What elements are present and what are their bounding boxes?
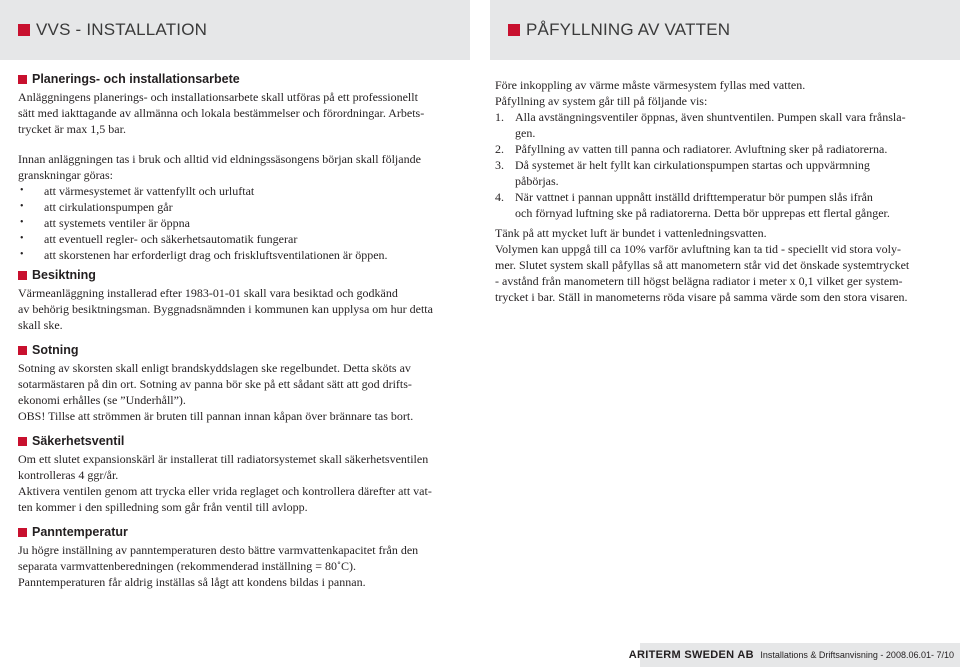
- header-right-title: [508, 20, 730, 40]
- section-heading-text: Besiktning: [32, 268, 96, 282]
- right-column: [495, 77, 945, 305]
- list-item: • att cirkulationspumpen går: [18, 199, 468, 215]
- step-item: [495, 189, 945, 221]
- paragraph-line: Anläggningens planerings- och installationsarbete skall utföras på ett professionellt: [18, 90, 418, 104]
- paragraph-line: Sotning av skorsten skall enligt brandskyddslagen ske regelbundet. Detta sköts av: [18, 361, 411, 375]
- paragraph-line: sotarmästaren på din ort. Sotning av panna bör ske på ett sådant sätt att god drifts-: [18, 377, 412, 391]
- red-square-icon: [18, 271, 27, 280]
- step-line: Alla avstängningsventiler öppnas, även shuntventilen. Pumpen skall vara frånsla-: [515, 110, 906, 124]
- step-item: [495, 157, 945, 189]
- paragraph-line: skall ske.: [18, 318, 63, 332]
- step-text: [515, 109, 906, 141]
- paragraph-line: Påfyllning av system går till på följande vis:: [495, 94, 708, 108]
- section-heading-sakerhetsventil: [18, 434, 468, 448]
- header-right: [490, 0, 960, 60]
- header-left: [0, 0, 470, 60]
- step-text: [515, 157, 870, 189]
- paragraph-line: OBS! Tillse att strömmen är bruten till pannan innan kåpan över brännare tas bort.: [18, 409, 414, 423]
- step-number: 1.: [495, 110, 504, 124]
- paragraph-line: av behörig besiktningsman. Byggnadsnämnden i kommunen kan upplysa om hur detta: [18, 302, 433, 316]
- step-line: När vattnet i pannan uppnått inställd drifttemperatur bör pumpen slås ifrån: [515, 190, 873, 204]
- paragraph-line: Tänk på att mycket luft är bundet i vattenledningsvatten.: [495, 226, 767, 240]
- red-square-icon: [18, 24, 30, 36]
- header-left-title: [18, 20, 207, 40]
- paragraph-line: trycket i bar. Ställ in manometerns röda visare på samma värde som den stora visaren.: [495, 290, 908, 304]
- paragraph-line: separata varmvattenberedningen (rekommenderad inställning = 80˚C).: [18, 559, 356, 573]
- paragraph-line: Innan anläggningen tas i bruk och alltid vid eldningssäsongens början skall följande: [18, 152, 421, 166]
- paragraph-line: kontrolleras 4 ggr/år.: [18, 468, 119, 482]
- paragraph-line: granskningar göras:: [18, 168, 113, 182]
- footer-text: [629, 649, 954, 661]
- footer-page-info: Installations & Driftsanvisning - 2008.06.01- 7/10: [760, 650, 954, 660]
- step-item: [495, 141, 945, 157]
- step-line: påbörjas.: [515, 174, 559, 188]
- footer: [628, 643, 960, 667]
- step-number: 3.: [495, 158, 504, 172]
- step-line: gen.: [515, 126, 536, 140]
- paragraph-line: Före inkoppling av värme måste värmesystem fyllas med vatten.: [495, 78, 806, 92]
- paragraph-line: Volymen kan uppgå till ca 10% varför avluftning kan ta tid - speciellt vid stora voly-: [495, 242, 902, 256]
- steps-list: [495, 109, 945, 221]
- section-heading-besiktning: [18, 268, 468, 282]
- list-item: • att systemets ventiler är öppna: [18, 215, 468, 231]
- section-heading-text: Planerings- och installationsarbete: [32, 72, 240, 86]
- paragraph-line: Aktivera ventilen genom att trycka eller vrida reglaget och kontrollera därefter att vat-: [18, 484, 432, 498]
- step-line: och förnyad luftning ske på radiatorerna. Detta bör upprepas ett flertal gånger.: [515, 206, 890, 220]
- step-text: [515, 189, 890, 221]
- paragraph-line: trycket är max 1,5 bar.: [18, 122, 126, 136]
- section-heading-planering: [18, 72, 468, 86]
- list-item: • att eventuell regler- och säkerhetsautomatik fungerar: [18, 231, 468, 247]
- footer-brand: ARITERM SWEDEN AB: [628, 649, 754, 661]
- red-square-icon: [508, 24, 520, 36]
- paragraph-line: mer. Slutet system skall påfyllas så att manometern står vid det önskade systemtrycket: [495, 258, 910, 272]
- red-square-icon: [18, 528, 27, 537]
- list-item: • att värmesystemet är vattenfyllt och urluftat: [18, 183, 468, 199]
- left-column: [18, 72, 468, 590]
- section-heading-text: Panntemperatur: [32, 525, 128, 539]
- paragraph-line: ekonomi erhålles (se ”Underhåll”).: [18, 393, 186, 407]
- header-right-text: PÅFYLLNING AV VATTEN: [526, 20, 731, 39]
- red-square-icon: [18, 437, 27, 446]
- section-heading-text: Säkerhetsventil: [32, 434, 125, 448]
- header-left-text: VVS - INSTALLATION: [36, 20, 208, 39]
- step-line: Då systemet är helt fyllt kan cirkulationspumpen startas och uppvärmning: [515, 158, 870, 172]
- step-number: 4.: [495, 190, 504, 204]
- checklist: [18, 183, 468, 263]
- paragraph-line: Ju högre inställning av panntemperaturen desto bättre varmvattenkapacitet från den: [18, 543, 419, 557]
- paragraph-line: Panntemperaturen får aldrig inställas så lågt att kondens bildas i pannan.: [18, 575, 366, 589]
- list-item: • att skorstenen har erforderligt drag och friskluftsventilationen är öppen.: [18, 247, 468, 263]
- step-line: Påfyllning av vatten till panna och radiatorer. Avluftning sker på radiatorerna.: [515, 142, 888, 156]
- paragraph-line: ten kommer i den spilledning som går från ventil till avlopp.: [18, 500, 308, 514]
- paragraph-line: Om ett slutet expansionskärl är installerat till radiatorsystemet skall säkerhetsventilen: [18, 452, 429, 466]
- section-heading-sotning: [18, 343, 468, 357]
- section-heading-panntemperatur: [18, 525, 468, 539]
- red-square-icon: [18, 75, 27, 84]
- section-heading-text: Sotning: [32, 343, 79, 357]
- step-text: [515, 141, 887, 157]
- paragraph-line: Värmeanläggning installerad efter 1983-01-01 skall vara besiktad och godkänd: [18, 286, 398, 300]
- red-square-icon: [18, 346, 27, 355]
- paragraph-line: sätt med iakttagande av allmänna och lokala bestämmelser och förordningar. Arbets-: [18, 106, 425, 120]
- step-item: [495, 109, 945, 141]
- paragraph-line: - avstånd från manometern till högst belägna radiator i meter x 0,1 vilket ger system-: [495, 274, 903, 288]
- step-number: 2.: [495, 142, 504, 156]
